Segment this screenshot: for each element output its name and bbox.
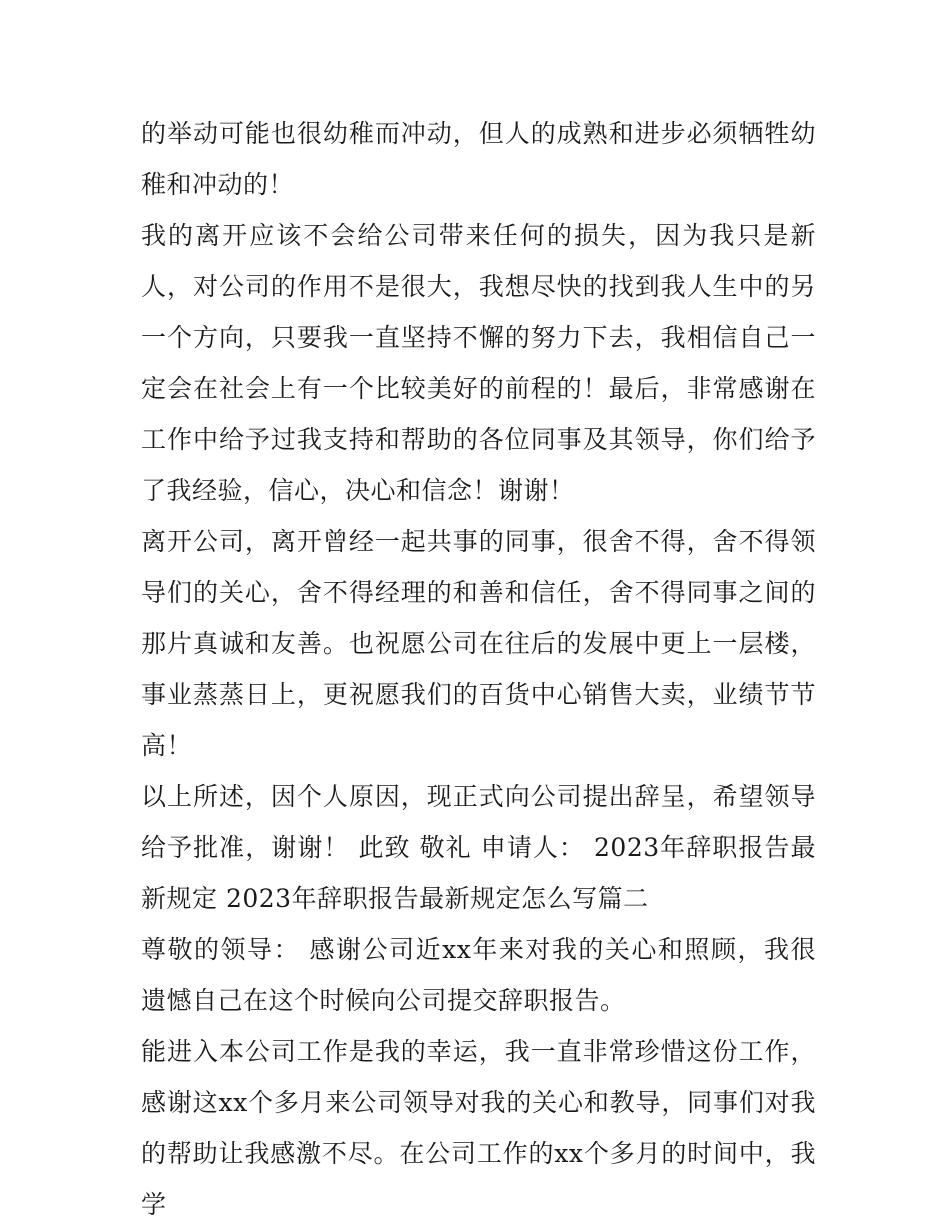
paragraph-2: 我的离开应该不会给公司带来任何的损失，因为我只是新人，对公司的作用不是很大，我想尽快的找到我人生中的另一个方向，只要我一直坚持不懈的努力下去，我相信自己一定会在社会上有一个比较美好的前程的！最后，非常感谢在工作中给予过我支持和帮助的各位同事及其领导，你们给予了我经验，信心，决心和信念！谢谢！ (141, 221, 816, 505)
paragraph-6: 能进入本公司工作是我的幸运，我一直非常珍惜这份工作，感谢这xx个多月来公司领导对我的关心和教导，同事们对我的帮助让我感激不尽。在公司工作的xx个多月的时间中，我学 (141, 1037, 816, 1219)
document-body (141, 108, 816, 1230)
paragraph-4: 以上所述，因个人原因，现正式向公司提出辞呈，希望领导给予批准，谢谢！ 此致 敬礼 申请人： 2023年辞职报告最新规定 2023年辞职报告最新规定怎么写篇二 (141, 782, 816, 913)
paragraph-5: 尊敬的领导： 感谢公司近xx年来对我的关心和照顾，我很遗憾自己在这个时候向公司提交辞职报告。 (141, 935, 816, 1015)
paragraph-1: 的举动可能也很幼稚而冲动，但人的成熟和进步必须牺牲幼稚和冲动的！ (141, 119, 816, 199)
paragraph-3: 离开公司，离开曾经一起共事的同事，很舍不得，舍不得领导们的关心，舍不得经理的和善和信任，舍不得同事之间的那片真诚和友善。也祝愿公司在往后的发展中更上一层楼，事业蒸蒸日上，更祝愿我们的百货中心销售大卖，业绩节节高！ (141, 527, 816, 760)
